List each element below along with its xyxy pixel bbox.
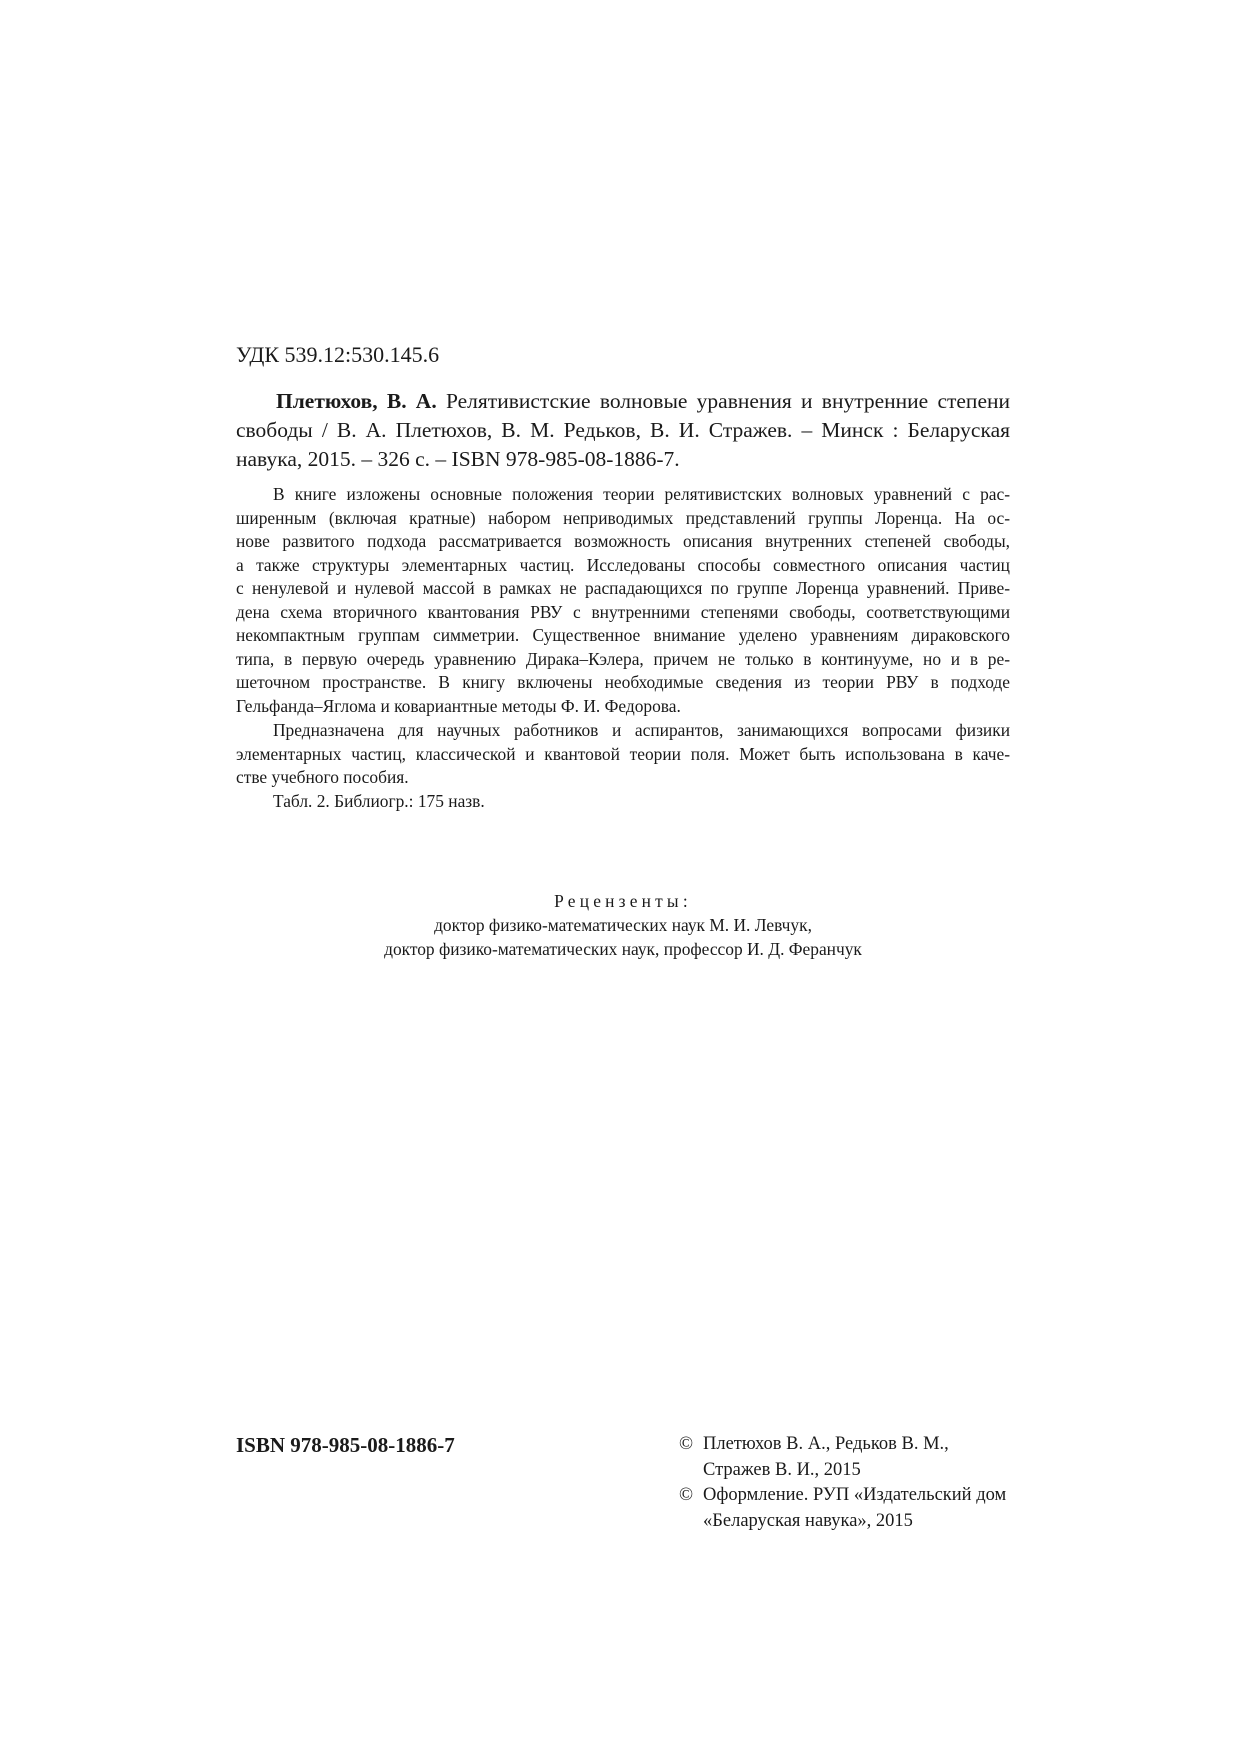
reviewers-heading: Рецензенты:: [554, 891, 692, 911]
author-name: Плетюхов, В. А.: [276, 389, 437, 413]
copyright-block: [679, 1432, 1006, 1534]
udk-code: УДК 539.12:530.145.6: [236, 342, 440, 367]
annotation-line: Гельфанда–Яглома и ковариантные методы Ф. И. Федорова.: [236, 695, 681, 716]
reviewer-line: доктор физико-математических наук М. И. Левчук,: [434, 915, 812, 935]
annotation-line: шеточном пространстве. В книгу включены необходимые сведения из теории РВУ в подходе: [236, 672, 1010, 692]
annotation-line: нове развитого подхода рассматривается возможность описания внутренних степеней свободы,: [236, 531, 1010, 551]
isbn-number: ISBN 978-985-08-1886-7: [236, 1433, 455, 1457]
tables-bibliography-note: [236, 790, 1010, 814]
annotation-line: Предназначена для научных работников и аспирантов, занимающихся вопросами физики: [273, 720, 1010, 740]
copyright-line: «Беларуская навука», 2015: [703, 1510, 913, 1531]
annotation-line: ширенным (включая кратные) набором неприводимых представлений группы Лоренца. На ос-: [236, 507, 1010, 528]
copyright-entry-design: [679, 1483, 1006, 1534]
copyright-line: Стражев В. И., 2015: [703, 1459, 861, 1480]
annotation-line: с ненулевой и нулевой массой в рамках не распадающихся по группе Лоренца уравнений. Приве-: [236, 578, 1010, 598]
annotation-line: типа, в первую очередь уравнению Дирака–Кэлера, причем не только в континууме, но и в ре-: [236, 648, 1010, 669]
annotation-line: элементарных частиц, классической и квантовой теории поля. Может быть использована в каче-: [236, 743, 1010, 764]
biblio-line-1: [276, 387, 1010, 416]
copyright-icon: ©: [679, 1434, 694, 1454]
annotation-line: дена схема вторичного квантования РВУ с внутренними степенями свободы, соответствующими: [236, 601, 1010, 622]
copyright-text: [703, 1483, 1006, 1534]
bibliographic-record: [236, 387, 1010, 474]
tables-bibliography-line: Табл. 2. Библиогр.: 175 назв.: [273, 791, 485, 811]
biblio-line-3: навука, 2015. – 326 с. – ISBN 978-985-08-1886-7.: [236, 447, 680, 471]
annotation-paragraph-2: [236, 719, 1010, 790]
copyright-entry-authors: [679, 1432, 1006, 1483]
annotation-line: В книге изложены основные положения теории релятивистских волновых уравнений с рас-: [273, 484, 1010, 504]
copyright-line: Плетюхов В. А., Редьков В. М.,: [703, 1434, 949, 1454]
annotation-line: стве учебного пособия.: [236, 767, 409, 787]
reviewers-block: [236, 889, 1010, 961]
copyright-text: [703, 1432, 949, 1483]
annotation-line: некомпактным группам симметрии. Существенное внимание уделено уравнениям дираковского: [236, 625, 1010, 645]
copyright-icon: ©: [679, 1485, 694, 1505]
annotation-paragraph-1: [236, 483, 1010, 718]
biblio-line-2: свободы / В. А. Плетюхов, В. М. Редьков, В. И. Стражев. – Минск : Беларуская: [236, 418, 1010, 442]
biblio-title-start: Релятивистские волновые уравнения и внутренние степени: [436, 389, 1010, 413]
copyright-line: Оформление. РУП «Издательский дом: [703, 1485, 1007, 1505]
annotation-line: а также структуры элементарных частиц. Исследованы способы совместного описания частиц: [236, 554, 1010, 575]
reviewer-line: доктор физико-математических наук, профессор И. Д. Феранчук: [384, 939, 862, 959]
